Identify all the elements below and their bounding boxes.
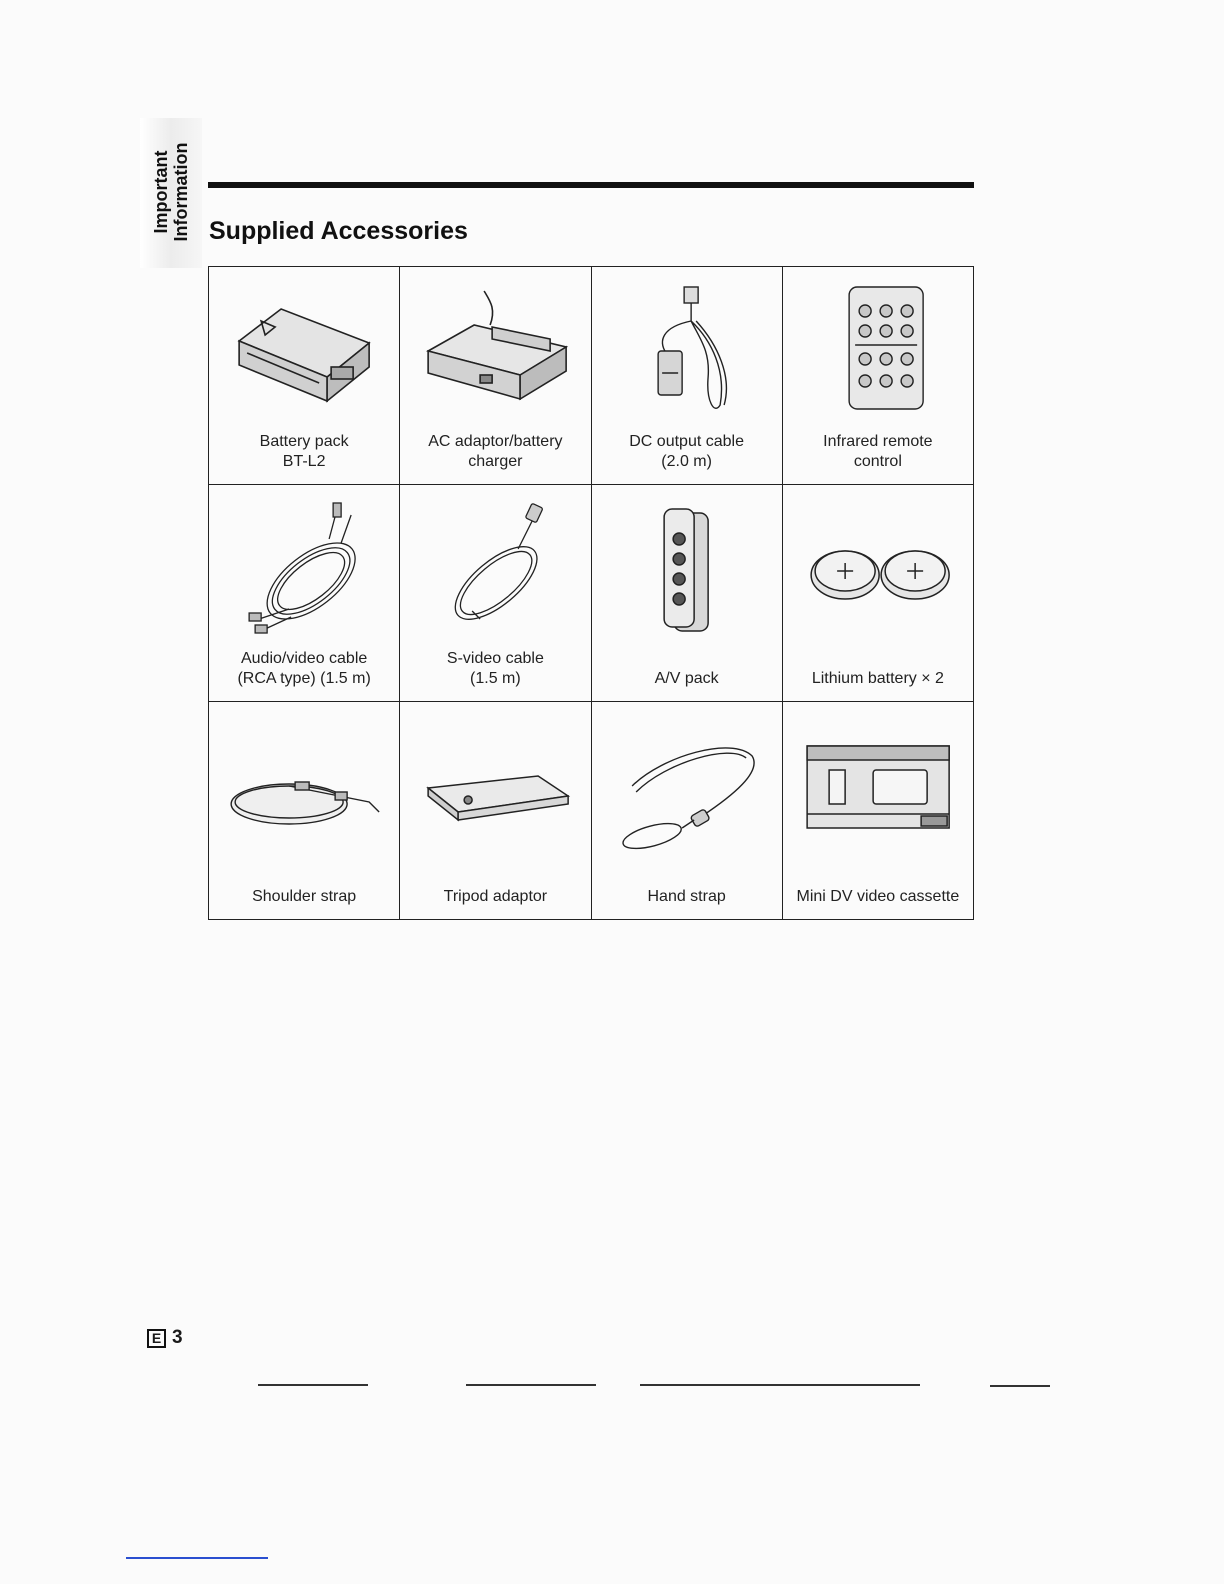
accessory-caption <box>400 432 590 472</box>
language-mark: E <box>147 1329 166 1348</box>
accessory-cell <box>209 485 400 703</box>
accessory-detail: (2.0 m) <box>661 452 712 470</box>
remote-control-icon <box>793 281 963 421</box>
accessory-caption <box>400 649 590 689</box>
accessory-detail: (1.5 m) <box>470 670 521 688</box>
accessory-caption <box>783 669 973 689</box>
battery-pack-icon <box>219 281 389 421</box>
accessory-name: Tripod adaptor <box>443 888 548 905</box>
accessory-caption <box>592 669 782 689</box>
accessory-cell <box>783 267 974 485</box>
accessory-caption <box>209 649 399 689</box>
accessory-name: AC adaptor/battery <box>428 432 563 450</box>
accessory-caption <box>209 887 399 907</box>
accessory-name: Mini DV video cassette <box>796 888 960 905</box>
accessory-cell <box>592 485 783 703</box>
s-video-cable-icon <box>410 499 580 639</box>
accessory-caption <box>400 887 590 907</box>
accessory-detail: control <box>853 452 902 470</box>
accessory-name: Audio/video cable <box>240 650 368 668</box>
scan-line <box>126 1557 268 1559</box>
accessory-name: Lithium battery × 2 <box>811 670 944 688</box>
accessory-cell <box>209 702 400 920</box>
page-footer <box>147 1327 183 1349</box>
mini-dv-cassette-icon <box>793 716 963 856</box>
accessory-caption <box>783 432 973 472</box>
accessory-name: Battery pack <box>259 432 349 450</box>
accessory-name: DC output cable <box>629 432 744 450</box>
scan-line <box>466 1384 596 1386</box>
scan-line <box>640 1384 920 1386</box>
accessory-name: Shoulder strap <box>252 888 357 905</box>
page-number: 3 <box>172 1327 183 1348</box>
hand-strap-icon <box>602 716 772 856</box>
tripod-adaptor-icon <box>410 716 580 856</box>
accessory-caption <box>592 432 782 472</box>
side-tab-label <box>151 143 191 242</box>
accessory-name: A/V pack <box>654 670 719 688</box>
accessory-detail: BT-L2 <box>282 452 326 470</box>
section-title: Supplied Accessories <box>209 217 468 245</box>
side-tab-line-2: Information <box>171 142 191 242</box>
accessory-name: Infrared remote <box>823 432 933 450</box>
scan-line <box>990 1385 1050 1387</box>
accessory-cell <box>400 702 591 920</box>
section-rule <box>208 182 974 188</box>
accessory-cell <box>783 485 974 703</box>
accessory-cell <box>783 702 974 920</box>
accessory-caption <box>592 887 782 907</box>
lithium-battery-icon <box>793 499 963 639</box>
shoulder-strap-icon <box>219 716 389 856</box>
accessory-name: Hand strap <box>647 888 726 905</box>
accessory-name: S-video cable <box>446 650 544 668</box>
av-pack-icon <box>602 499 772 639</box>
accessory-detail: (RCA type) (1.5 m) <box>237 670 371 688</box>
accessory-cell <box>592 267 783 485</box>
accessory-cell <box>209 267 400 485</box>
accessory-caption <box>209 432 399 472</box>
av-cable-icon <box>219 499 389 639</box>
side-tab-line-1: Important <box>151 150 171 234</box>
ac-adaptor-icon <box>410 281 580 421</box>
accessory-cell <box>400 485 591 703</box>
dc-cable-icon <box>602 281 772 421</box>
accessories-grid <box>208 266 974 920</box>
scan-line <box>258 1384 368 1386</box>
accessory-detail: charger <box>468 452 523 470</box>
accessory-cell <box>400 267 591 485</box>
accessory-caption <box>783 887 973 907</box>
accessory-cell <box>592 702 783 920</box>
